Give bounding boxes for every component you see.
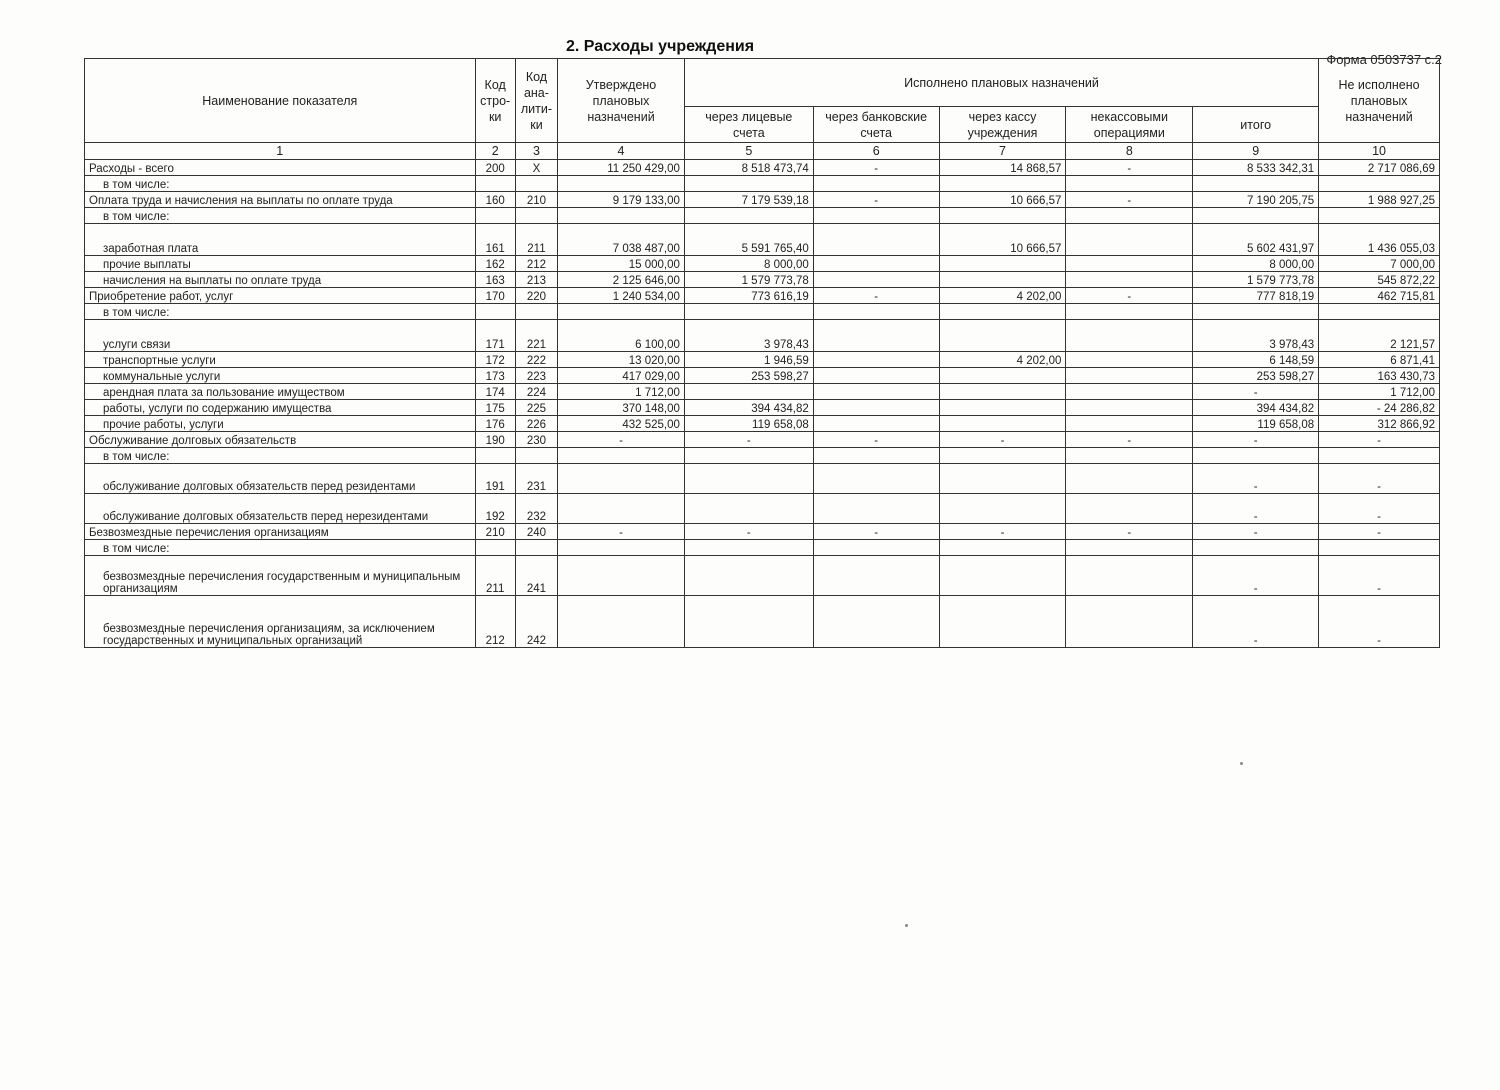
value-col-4 <box>558 176 685 192</box>
analytic-code: 212 <box>515 256 557 272</box>
value-col-7: 14 868,57 <box>939 160 1066 176</box>
table-row <box>85 320 1440 352</box>
value-col-5 <box>684 464 813 494</box>
col-number: 2 <box>475 143 515 160</box>
value-col-7 <box>939 464 1066 494</box>
value-col-9: - <box>1193 556 1319 596</box>
row-code: 192 <box>475 494 515 524</box>
value-col-4 <box>558 208 685 224</box>
value-col-7 <box>939 556 1066 596</box>
value-col-4: 1 240 534,00 <box>558 288 685 304</box>
row-name: услуги связи <box>85 320 476 352</box>
value-col-5 <box>684 384 813 400</box>
table-row <box>85 556 1440 596</box>
value-col-6 <box>813 256 939 272</box>
table-row <box>85 400 1440 416</box>
value-col-6 <box>813 416 939 432</box>
analytic-code: 222 <box>515 352 557 368</box>
analytic-code: 242 <box>515 596 557 648</box>
row-name: транспортные услуги <box>85 352 476 368</box>
row-code: 200 <box>475 160 515 176</box>
analytic-code <box>515 448 557 464</box>
value-col-10: - <box>1319 464 1440 494</box>
scan-speck <box>905 924 908 927</box>
value-col-9: - <box>1193 384 1319 400</box>
analytic-code <box>515 304 557 320</box>
value-col-10: 6 871,41 <box>1319 352 1440 368</box>
table-row <box>85 448 1440 464</box>
value-col-10 <box>1319 540 1440 556</box>
value-col-7 <box>939 208 1066 224</box>
row-name: Расходы - всего <box>85 160 476 176</box>
analytic-code: 231 <box>515 464 557 494</box>
value-col-9: 394 434,82 <box>1193 400 1319 416</box>
value-col-8 <box>1066 352 1193 368</box>
value-col-4 <box>558 464 685 494</box>
value-col-9: 8 533 342,31 <box>1193 160 1319 176</box>
row-code: 162 <box>475 256 515 272</box>
value-col-6: - <box>813 192 939 208</box>
value-col-8 <box>1066 272 1193 288</box>
row-code: 172 <box>475 352 515 368</box>
value-col-6 <box>813 224 939 256</box>
header-non-cash: некассовыми операциями <box>1066 107 1193 143</box>
analytic-code: 240 <box>515 524 557 540</box>
analytic-code: 221 <box>515 320 557 352</box>
value-col-8: - <box>1066 432 1193 448</box>
page-title: 2. Расходы учреждения <box>566 38 755 55</box>
value-col-9: 777 818,19 <box>1193 288 1319 304</box>
value-col-4 <box>558 494 685 524</box>
value-col-10: 2 717 086,69 <box>1319 160 1440 176</box>
row-code: 160 <box>475 192 515 208</box>
value-col-6 <box>813 352 939 368</box>
value-col-9 <box>1193 540 1319 556</box>
row-name: начисления на выплаты по оплате труда <box>85 272 476 288</box>
value-col-4: 7 038 487,00 <box>558 224 685 256</box>
value-col-9 <box>1193 448 1319 464</box>
row-code <box>475 176 515 192</box>
value-col-8: - <box>1066 288 1193 304</box>
row-code <box>475 304 515 320</box>
table-row <box>85 464 1440 494</box>
value-col-7: 10 666,57 <box>939 224 1066 256</box>
row-name: Безвозмездные перечисления организациям <box>85 524 476 540</box>
table-row <box>85 524 1440 540</box>
row-name: прочие работы, услуги <box>85 416 476 432</box>
value-col-9: 6 148,59 <box>1193 352 1319 368</box>
value-col-10: 2 121,57 <box>1319 320 1440 352</box>
row-name: Оплата труда и начисления на выплаты по оплате труда <box>85 192 476 208</box>
value-col-10: - <box>1319 524 1440 540</box>
table-row <box>85 494 1440 524</box>
table-row <box>85 416 1440 432</box>
table-row <box>85 224 1440 256</box>
value-col-8 <box>1066 176 1193 192</box>
analytic-code: 224 <box>515 384 557 400</box>
value-col-6 <box>813 400 939 416</box>
header-row-code: Код стро-ки <box>475 59 515 143</box>
table-row <box>85 192 1440 208</box>
value-col-10: 163 430,73 <box>1319 368 1440 384</box>
col-number: 7 <box>939 143 1066 160</box>
row-name: прочие выплаты <box>85 256 476 272</box>
col-number: 4 <box>558 143 685 160</box>
value-col-5: - <box>684 432 813 448</box>
row-code: 175 <box>475 400 515 416</box>
value-col-6 <box>813 320 939 352</box>
value-col-7 <box>939 320 1066 352</box>
value-col-6 <box>813 304 939 320</box>
value-col-9 <box>1193 176 1319 192</box>
value-col-5 <box>684 556 813 596</box>
value-col-5 <box>684 448 813 464</box>
value-col-4: 370 148,00 <box>558 400 685 416</box>
row-name: безвозмездные перечисления организациям, за исключением государственных и муниципальных организаций <box>85 596 476 648</box>
row-code <box>475 448 515 464</box>
header-unexecuted: Не исполнено плановых назначений <box>1319 59 1440 143</box>
col-number: 9 <box>1193 143 1319 160</box>
scan-speck <box>1240 762 1243 765</box>
col-number: 3 <box>515 143 557 160</box>
value-col-7 <box>939 448 1066 464</box>
value-col-6: - <box>813 160 939 176</box>
header-analytic-code: Код ана-лити-ки <box>515 59 557 143</box>
analytic-code: 220 <box>515 288 557 304</box>
row-code: 161 <box>475 224 515 256</box>
value-col-10: 1 988 927,25 <box>1319 192 1440 208</box>
value-col-8 <box>1066 556 1193 596</box>
value-col-6 <box>813 556 939 596</box>
value-col-4 <box>558 540 685 556</box>
value-col-6 <box>813 540 939 556</box>
value-col-8 <box>1066 416 1193 432</box>
value-col-7: - <box>939 524 1066 540</box>
table-row <box>85 596 1440 648</box>
value-col-5: 1 579 773,78 <box>684 272 813 288</box>
value-col-9 <box>1193 208 1319 224</box>
header-via-accounts: через лицевые счета <box>684 107 813 143</box>
analytic-code <box>515 208 557 224</box>
col-number: 6 <box>813 143 939 160</box>
value-col-4: 9 179 133,00 <box>558 192 685 208</box>
value-col-4: 13 020,00 <box>558 352 685 368</box>
value-col-8 <box>1066 494 1193 524</box>
value-col-4: 1 712,00 <box>558 384 685 400</box>
value-col-6 <box>813 596 939 648</box>
row-name: Приобретение работ, услуг <box>85 288 476 304</box>
row-name: обслуживание долговых обязательств перед резидентами <box>85 464 476 494</box>
value-col-10: - <box>1319 432 1440 448</box>
value-col-5: 3 978,43 <box>684 320 813 352</box>
table-header <box>85 59 1440 160</box>
value-col-9: 1 579 773,78 <box>1193 272 1319 288</box>
row-name: в том числе: <box>85 304 476 320</box>
value-col-4: 432 525,00 <box>558 416 685 432</box>
value-col-5: 1 946,59 <box>684 352 813 368</box>
value-col-5: 8 518 473,74 <box>684 160 813 176</box>
col-number: 1 <box>85 143 476 160</box>
value-col-10: - <box>1319 494 1440 524</box>
row-code: 212 <box>475 596 515 648</box>
table-row <box>85 352 1440 368</box>
value-col-10 <box>1319 304 1440 320</box>
value-col-9: 3 978,43 <box>1193 320 1319 352</box>
row-code: 170 <box>475 288 515 304</box>
value-col-8 <box>1066 448 1193 464</box>
header-approved: Утверждено плановых назначений <box>558 59 685 143</box>
value-col-7 <box>939 368 1066 384</box>
value-col-5: 5 591 765,40 <box>684 224 813 256</box>
value-col-5: 119 658,08 <box>684 416 813 432</box>
value-col-6 <box>813 176 939 192</box>
value-col-8 <box>1066 540 1193 556</box>
table-row <box>85 432 1440 448</box>
row-code: 191 <box>475 464 515 494</box>
value-col-5 <box>684 494 813 524</box>
value-col-4: 2 125 646,00 <box>558 272 685 288</box>
value-col-7 <box>939 304 1066 320</box>
value-col-5: 7 179 539,18 <box>684 192 813 208</box>
value-col-9: - <box>1193 524 1319 540</box>
value-col-7 <box>939 494 1066 524</box>
value-col-7 <box>939 540 1066 556</box>
row-name: обслуживание долговых обязательств перед нерезидентами <box>85 494 476 524</box>
value-col-7 <box>939 256 1066 272</box>
value-col-10: 7 000,00 <box>1319 256 1440 272</box>
value-col-4: - <box>558 524 685 540</box>
header-via-cash: через кассу учреждения <box>939 107 1066 143</box>
value-col-7: 4 202,00 <box>939 352 1066 368</box>
value-col-5: 394 434,82 <box>684 400 813 416</box>
header-total: итого <box>1193 107 1319 143</box>
col-number: 8 <box>1066 143 1193 160</box>
value-col-9: - <box>1193 432 1319 448</box>
value-col-5 <box>684 540 813 556</box>
value-col-10: 545 872,22 <box>1319 272 1440 288</box>
value-col-9: 8 000,00 <box>1193 256 1319 272</box>
table-row <box>85 256 1440 272</box>
value-col-7: 10 666,57 <box>939 192 1066 208</box>
value-col-8 <box>1066 320 1193 352</box>
value-col-7 <box>939 176 1066 192</box>
value-col-9: 5 602 431,97 <box>1193 224 1319 256</box>
table-row <box>85 540 1440 556</box>
row-code <box>475 540 515 556</box>
analytic-code: 232 <box>515 494 557 524</box>
value-col-10: 312 866,92 <box>1319 416 1440 432</box>
col-number: 5 <box>684 143 813 160</box>
value-col-10 <box>1319 208 1440 224</box>
analytic-code <box>515 176 557 192</box>
value-col-5 <box>684 176 813 192</box>
value-col-4: 417 029,00 <box>558 368 685 384</box>
value-col-8 <box>1066 596 1193 648</box>
value-col-9: - <box>1193 596 1319 648</box>
value-col-5: 773 616,19 <box>684 288 813 304</box>
value-col-4: 15 000,00 <box>558 256 685 272</box>
row-code <box>475 208 515 224</box>
table-row <box>85 368 1440 384</box>
value-col-10 <box>1319 448 1440 464</box>
value-col-5: - <box>684 524 813 540</box>
value-col-10: 1 712,00 <box>1319 384 1440 400</box>
value-col-8 <box>1066 368 1193 384</box>
row-code: 173 <box>475 368 515 384</box>
value-col-8 <box>1066 400 1193 416</box>
value-col-9: - <box>1193 464 1319 494</box>
value-col-9 <box>1193 304 1319 320</box>
value-col-10: 462 715,81 <box>1319 288 1440 304</box>
row-code: 171 <box>475 320 515 352</box>
row-name: работы, услуги по содержанию имущества <box>85 400 476 416</box>
row-name: безвозмездные перечисления государственным и муниципальным организациям <box>85 556 476 596</box>
value-col-4: 6 100,00 <box>558 320 685 352</box>
column-numbers-row <box>85 143 1440 160</box>
analytic-code: 210 <box>515 192 557 208</box>
header-name: Наименование показателя <box>85 59 476 143</box>
value-col-6: - <box>813 524 939 540</box>
row-name: в том числе: <box>85 448 476 464</box>
table-row <box>85 288 1440 304</box>
value-col-6 <box>813 384 939 400</box>
value-col-8 <box>1066 208 1193 224</box>
value-col-10: 1 436 055,03 <box>1319 224 1440 256</box>
value-col-7 <box>939 384 1066 400</box>
value-col-4: 11 250 429,00 <box>558 160 685 176</box>
value-col-7 <box>939 416 1066 432</box>
value-col-6 <box>813 208 939 224</box>
value-col-8 <box>1066 384 1193 400</box>
value-col-8: - <box>1066 524 1193 540</box>
analytic-code: 241 <box>515 556 557 596</box>
row-name: коммунальные услуги <box>85 368 476 384</box>
value-col-5: 253 598,27 <box>684 368 813 384</box>
value-col-6: - <box>813 288 939 304</box>
value-col-6 <box>813 464 939 494</box>
value-col-9: 253 598,27 <box>1193 368 1319 384</box>
value-col-10 <box>1319 176 1440 192</box>
table-row <box>85 272 1440 288</box>
table-row <box>85 384 1440 400</box>
value-col-7 <box>939 596 1066 648</box>
value-col-7 <box>939 400 1066 416</box>
header-via-bank: через банковские счета <box>813 107 939 143</box>
form-label: Форма 0503737 с.2 <box>1326 52 1442 67</box>
row-code: 163 <box>475 272 515 288</box>
value-col-8 <box>1066 304 1193 320</box>
analytic-code <box>515 540 557 556</box>
row-code: 211 <box>475 556 515 596</box>
value-col-7: - <box>939 432 1066 448</box>
row-name: в том числе: <box>85 208 476 224</box>
value-col-5 <box>684 208 813 224</box>
row-name: в том числе: <box>85 176 476 192</box>
value-col-6 <box>813 448 939 464</box>
value-col-8 <box>1066 224 1193 256</box>
value-col-6 <box>813 272 939 288</box>
value-col-4 <box>558 556 685 596</box>
row-name: арендная плата за пользование имуществом <box>85 384 476 400</box>
analytic-code: 225 <box>515 400 557 416</box>
table-row <box>85 304 1440 320</box>
value-col-8: - <box>1066 192 1193 208</box>
analytic-code: 230 <box>515 432 557 448</box>
value-col-10: - 24 286,82 <box>1319 400 1440 416</box>
analytic-code: 213 <box>515 272 557 288</box>
value-col-10: - <box>1319 596 1440 648</box>
row-code: 176 <box>475 416 515 432</box>
value-col-9: 119 658,08 <box>1193 416 1319 432</box>
table-row <box>85 160 1440 176</box>
value-col-4 <box>558 596 685 648</box>
value-col-4: - <box>558 432 685 448</box>
col-number: 10 <box>1319 143 1440 160</box>
value-col-7 <box>939 272 1066 288</box>
value-col-10: - <box>1319 556 1440 596</box>
header-executed-group: Исполнено плановых назначений <box>684 59 1318 107</box>
row-code: 190 <box>475 432 515 448</box>
row-name: Обслуживание долговых обязательств <box>85 432 476 448</box>
expenses-table <box>84 58 1440 648</box>
value-col-4 <box>558 448 685 464</box>
value-col-8 <box>1066 464 1193 494</box>
table-row <box>85 208 1440 224</box>
value-col-6 <box>813 368 939 384</box>
table-row <box>85 176 1440 192</box>
value-col-9: - <box>1193 494 1319 524</box>
row-name: заработная плата <box>85 224 476 256</box>
row-code: 174 <box>475 384 515 400</box>
value-col-8: - <box>1066 160 1193 176</box>
analytic-code: 223 <box>515 368 557 384</box>
row-name: в том числе: <box>85 540 476 556</box>
value-col-6: - <box>813 432 939 448</box>
analytic-code: X <box>515 160 557 176</box>
value-col-4 <box>558 304 685 320</box>
value-col-5 <box>684 596 813 648</box>
value-col-8 <box>1066 256 1193 272</box>
value-col-5 <box>684 304 813 320</box>
analytic-code: 226 <box>515 416 557 432</box>
value-col-9: 7 190 205,75 <box>1193 192 1319 208</box>
value-col-6 <box>813 494 939 524</box>
value-col-7: 4 202,00 <box>939 288 1066 304</box>
value-col-5: 8 000,00 <box>684 256 813 272</box>
analytic-code: 211 <box>515 224 557 256</box>
table-body <box>85 160 1440 648</box>
row-code: 210 <box>475 524 515 540</box>
